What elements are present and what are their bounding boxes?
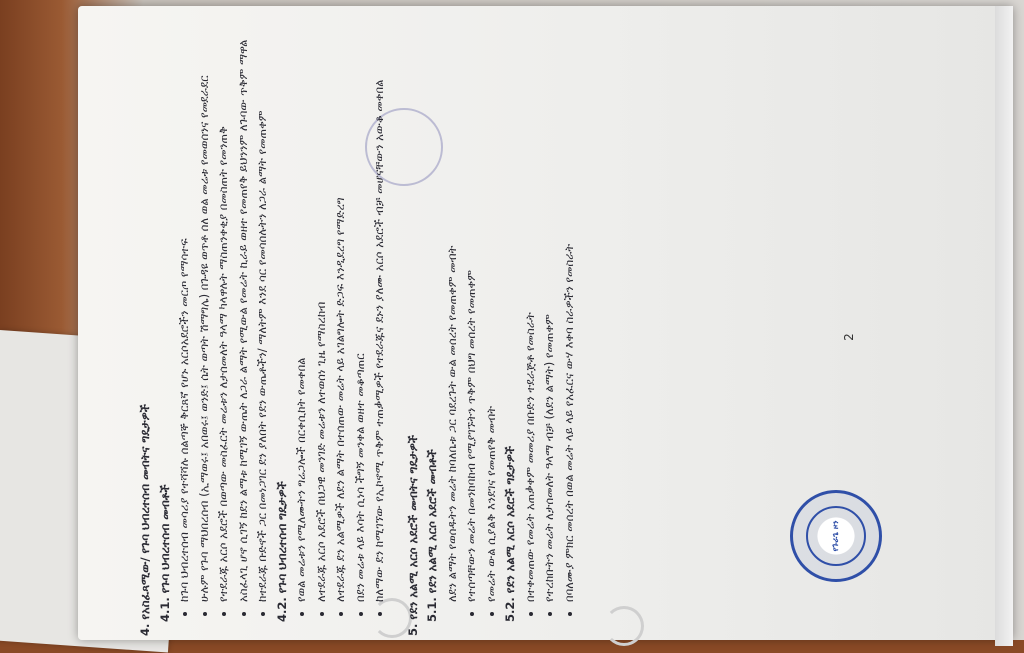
list-item: • በደን መሬቱ ላይ እሳት ሲነሳ ችግኝ መንቀል ወዘተ መቆጣጠር: [351, 16, 371, 602]
document-text: [132, 16, 852, 636]
subsection-heading: 4.2. የጉባ ህብረተሰብ ግዴታዎች: [274, 481, 289, 622]
list-item: • የተደራጁ አርሶ አደሮች በወጣው መስፈርት መሬቱን ለታሰመለት ዓላማ ካላዋሉት ማስጠንቀቂያ በመስጠት የመንጠቅ: [214, 16, 234, 602]
list-item: • የወል መሬቱን የሚለሙትን ግሬጋሎች በርቀሲከት የመቀበል: [292, 16, 312, 602]
official-stamp: [790, 490, 882, 582]
bullet-list: [292, 16, 390, 636]
subsection-heading: 4.1. የጉባ ህብረተሰብ መብቶች: [157, 484, 172, 622]
list-item: • ለተደራጁ አርሶ አደሮች በህጋዊ መንገድ መሬቱን ለተወሰነ ጊዜ የማስረከብ: [312, 16, 332, 602]
list-item: • ከለማው ደን ከሚገኘው የኢኮኖሚ ጥቅም ተጠቃሚዎች የተደራጁና ደኑን ያለሙ አርሶ አደሮች ብቻ መሆናቸውን አውቆ መቀበል: [370, 16, 390, 602]
paragraph: ለደን ልማት የወሰዱትን መሬት ከባለቤቱ ጋር ባደረጉት ውል መሰረት የመጠቀም መብት: [444, 245, 459, 602]
list-item: • ለተደራጁ ደን አልሚዎች ለደን ልማት በተሰጠው መሬት ላይ አገልግሎት ድጋፍ እንዲደረግ የማድረግ: [331, 16, 351, 602]
section-heading: 4. የአስፈጻሚው/ የጉባ ህብረተሰብ መብትና ግዴታዎች: [138, 404, 152, 636]
list-item: • የመሬት ውል ሲያልቅ እንደገና የመጠየቅ መብት: [482, 16, 502, 602]
bullet-list: [521, 16, 580, 636]
list-item: • በተቀመጠው የመሬት አጠቃቀም መመሪያ በቡድን ተደራጅቶ የመስራት: [521, 16, 541, 602]
bullet-list: [175, 16, 273, 636]
page-number: 2: [841, 333, 856, 341]
list-item: • ሁሉም የጉባ ማህበረሰብ (ኢማወሩ፤ አበወሩ፤ ወንድ፤ ሴት ወጣት ሽማግሌ) በጉዳዩ ወጥቶ ሰለ ወል መሬቱ የመወሰንና የመደራደር: [195, 16, 215, 602]
list-item: • የተሰጣቸውን መሬት በመንከባከብ የሚያገኙትን ጥቅም በህግ መሰረት የመጠቀም: [462, 16, 482, 602]
bullet-list: [462, 16, 501, 636]
stamp-text: የጉራጌ ዞን: [806, 506, 866, 566]
paper-stack-edge: [995, 6, 1013, 646]
subsection-heading: 5.1. የደን አልሚ አርሶ አደሮች መብቶች: [425, 449, 439, 622]
list-item: • ከተደራጁ ቡድኖች ጋር በመነጋገር ደን ያለበት የደን ውጤቶችን/ ማለትም እንደ ሳር የመሳሰሉትን ለጋራ ልማት የመጠቀም: [253, 16, 273, 602]
list-item: • ከጉባ ህብረተሰብ መሳሪያ የተሻሻሉ ሰልጣኞ ቅርጸኛ የሆኑ አርሶአደሮችን መርጦ የማሳተፍ: [175, 16, 195, 602]
section-heading: 5. የደን አልሚ አርሶ አደሮች መብትና ግዴታዎች: [405, 434, 420, 636]
list-item: • አስፈላጊ ሆኖ ሲገኝ ከደን ልማቱ ከሚገኝ ውጤት ለጋራ ልማት የሚውል የመሬት ኪራይ ወዘተ የመጠየቅ ይህንንም ለጉባው ጥቅም ማዋል: [234, 16, 254, 602]
subsection-heading: 5.2. የደን አልሚ አርሶ አደሮች ግዴታዎች: [503, 445, 517, 622]
list-item: • በባለሙያ ምክር መሰረት በወል መሬት ላይ ላይ የአፈርና ውሃ እቀባ ስራዎችን የመስራት: [560, 16, 580, 602]
list-item: • የተረከቡትን መሬት ለታሰመለት ዓላማ ብቻ (ለደን ልማት) የመጠቀም: [540, 16, 560, 602]
